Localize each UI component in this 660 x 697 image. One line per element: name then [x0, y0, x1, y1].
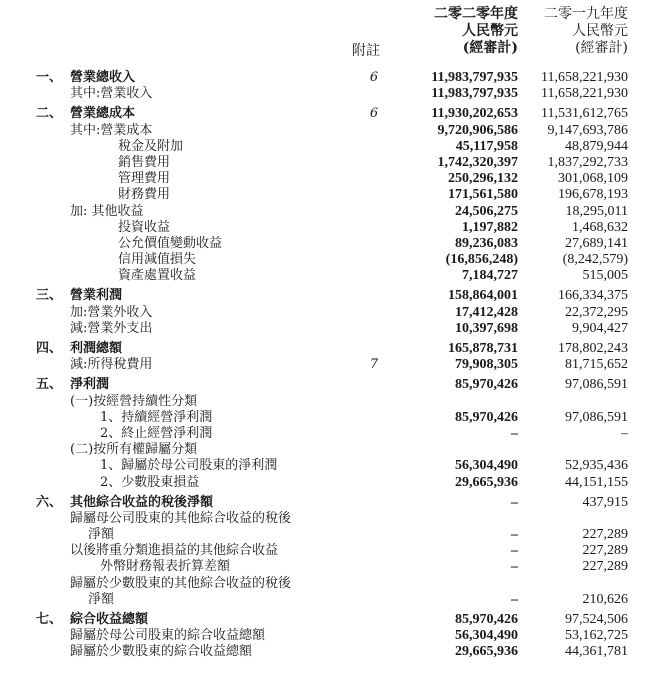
current-year-value: 85,970,426	[455, 409, 518, 425]
row-label: 銷售費用	[118, 154, 171, 170]
note-column-header: 附註	[352, 43, 380, 59]
row-label: 財務費用	[118, 187, 171, 203]
row-label: (一)按經營持續性分類	[70, 393, 198, 409]
current-year-value: 56,304,490	[455, 458, 518, 474]
previous-year-value: 48,879,944	[565, 138, 628, 154]
current-year-value: –	[511, 527, 518, 543]
current-year-value: –	[511, 543, 518, 559]
previous-year-value: 81,715,652	[565, 357, 628, 373]
row-label: 利潤總額	[70, 341, 123, 356]
row-label: 資產處置收益	[118, 268, 197, 284]
row-label: 2、少數股東損益	[100, 474, 200, 490]
previous-year-value: 227,289	[582, 559, 628, 575]
table-row	[0, 592, 660, 608]
previous-year-value: 18,295,011	[565, 203, 628, 219]
previous-year-value: 515,005	[582, 268, 628, 284]
table-row	[0, 559, 660, 575]
previous-year-value: 97,086,591	[565, 409, 628, 425]
current-year-value: 1,742,320,397	[437, 154, 518, 170]
table-row	[0, 511, 660, 527]
row-label: 稅金及附加	[118, 138, 184, 154]
row-label: 加: 其他收益	[70, 203, 144, 219]
previous-year-value: –	[621, 425, 628, 441]
current-year-value: –	[511, 425, 518, 441]
row-label: 淨額	[88, 591, 115, 607]
table-row	[0, 410, 660, 426]
note-ref: 6	[369, 70, 379, 85]
row-label: 歸屬於母公司股東的綜合收益總額	[70, 628, 266, 644]
row-label: 淨額	[88, 527, 115, 543]
row-label: 歸屬母公司股東的其他綜合收益的稅後	[70, 510, 292, 526]
current-year-value: 24,506,275	[455, 203, 518, 219]
previous-year-value: 1,468,632	[572, 219, 628, 235]
table-row	[0, 341, 660, 357]
table-row	[0, 220, 660, 236]
table-row	[0, 612, 660, 628]
row-label: 其中:營業成本	[70, 122, 153, 138]
table-row	[0, 155, 660, 171]
section-number: 四、	[36, 341, 63, 356]
previous-year-value: 22,372,295	[565, 304, 628, 320]
table-row	[0, 86, 660, 102]
table-row	[0, 458, 660, 474]
income-statement-table	[0, 70, 660, 661]
row-label: 以後將重分類進損益的其他綜合收益	[70, 543, 279, 559]
previous-year-value: 227,289	[582, 543, 628, 559]
previous-year-value: 53,162,725	[565, 628, 628, 644]
table-row	[0, 377, 660, 393]
previous-audit-label: (經審計)	[575, 40, 628, 56]
current-year-value: 7,184,727	[462, 268, 518, 284]
row-label: 投資收益	[118, 219, 171, 235]
previous-year-header	[544, 6, 628, 57]
current-year-value: 165,878,731	[448, 341, 518, 356]
current-year-value: 10,397,698	[455, 320, 518, 336]
row-label: 歸屬於少數股東的其他綜合收益的稅後	[70, 575, 292, 591]
current-year-value: 29,665,936	[455, 644, 518, 660]
table-row	[0, 187, 660, 203]
previous-year-value: 437,915	[582, 494, 628, 510]
table-row	[0, 123, 660, 139]
current-year-value: 11,983,797,935	[431, 86, 518, 102]
current-year-value: 79,908,305	[455, 357, 518, 373]
table-row	[0, 268, 660, 284]
current-year-value: 56,304,490	[455, 628, 518, 644]
row-label: 信用減值損失	[118, 252, 197, 268]
table-row	[0, 475, 660, 491]
previous-year-value: 1,837,292,733	[547, 154, 628, 170]
table-row	[0, 321, 660, 337]
previous-year-value: 97,086,591	[565, 377, 628, 393]
current-year-value: 45,117,958	[455, 138, 518, 154]
current-year-value: (16,856,248)	[445, 252, 518, 268]
current-year-value: 29,665,936	[455, 474, 518, 490]
previous-year-value: 196,678,193	[558, 187, 628, 203]
note-ref: 6	[369, 106, 379, 122]
current-year-value: –	[511, 591, 518, 607]
table-row	[0, 426, 660, 442]
section-number: 五、	[36, 377, 63, 393]
section-number: 二、	[36, 106, 63, 122]
table-row	[0, 576, 660, 592]
current-year-value: 89,236,083	[455, 235, 518, 251]
section-number: 七、	[36, 612, 63, 627]
table-row	[0, 236, 660, 252]
row-label: 營業總收入	[70, 70, 136, 85]
current-year-value: 1,197,882	[462, 219, 518, 235]
previous-year-value: (8,242,579)	[562, 252, 628, 268]
table-row	[0, 628, 660, 644]
previous-year-value: 178,802,243	[558, 341, 628, 356]
current-year-value: 171,561,580	[448, 187, 518, 203]
row-label: 營業總成本	[70, 106, 136, 122]
table-row	[0, 252, 660, 268]
section-number: 六、	[36, 494, 63, 510]
table-header	[0, 6, 660, 66]
previous-year-value: 301,068,109	[558, 171, 628, 187]
row-label: 淨利潤	[70, 377, 110, 393]
table-row	[0, 171, 660, 187]
current-year-value: 11,983,797,935	[431, 70, 518, 85]
current-year-value: 158,864,001	[448, 288, 518, 304]
table-row	[0, 527, 660, 543]
row-label: 公允價值變動收益	[118, 235, 223, 251]
table-row	[0, 394, 660, 410]
row-label: 2、終止經營淨利潤	[100, 425, 213, 441]
previous-year-value: 11,658,221,930	[541, 70, 628, 85]
previous-year-value: 9,147,693,786	[547, 122, 628, 138]
current-year-value: 250,296,132	[448, 171, 518, 187]
previous-currency-label: 人民幣元	[572, 23, 628, 39]
row-label: 營業利潤	[70, 288, 123, 304]
table-row	[0, 442, 660, 458]
table-row	[0, 305, 660, 321]
row-label: 減:所得稅費用	[70, 357, 153, 373]
row-label: 歸屬於少數股東的綜合收益總額	[70, 644, 253, 660]
table-row	[0, 357, 660, 373]
current-year-label: 二零二零年度	[434, 6, 518, 22]
table-row	[0, 70, 660, 86]
current-year-value: 17,412,428	[455, 304, 518, 320]
previous-year-value: 27,689,141	[565, 235, 628, 251]
previous-year-value: 11,658,221,930	[541, 86, 628, 102]
previous-year-value: 210,626	[582, 591, 628, 607]
row-label: (二)按所有權歸屬分類	[70, 442, 198, 458]
table-row	[0, 204, 660, 220]
row-label: 綜合收益總額	[70, 612, 149, 627]
table-row	[0, 543, 660, 559]
previous-year-value: 44,151,155	[565, 474, 628, 490]
table-row	[0, 644, 660, 660]
previous-year-value: 52,935,436	[565, 458, 628, 474]
current-year-value: 11,930,202,653	[431, 106, 518, 122]
section-number: 三、	[36, 288, 63, 304]
table-row	[0, 288, 660, 304]
row-label: 其他綜合收益的稅後淨額	[70, 494, 214, 510]
note-ref: 7	[369, 357, 379, 373]
table-row	[0, 495, 660, 511]
previous-year-value: 44,361,781	[565, 644, 628, 660]
current-year-value: 85,970,426	[455, 377, 518, 393]
current-year-value: 9,720,906,586	[437, 122, 518, 138]
section-number: 一、	[36, 70, 63, 85]
row-label: 1、持續經營淨利潤	[100, 409, 213, 425]
current-year-value: –	[511, 559, 518, 575]
current-year-value: 85,970,426	[455, 612, 518, 627]
previous-year-value: 11,531,612,765	[541, 106, 628, 122]
table-row	[0, 106, 660, 122]
current-year-value: –	[511, 494, 518, 510]
current-year-header	[434, 6, 518, 57]
row-label: 減:營業外支出	[70, 320, 153, 336]
current-audit-label: (經審計)	[462, 40, 518, 56]
previous-year-value: 97,524,506	[565, 612, 628, 627]
previous-year-label: 二零一九年度	[544, 6, 628, 22]
current-currency-label: 人民幣元	[462, 23, 518, 39]
previous-year-value: 166,334,375	[558, 288, 628, 304]
row-label: 其中:營業收入	[70, 86, 153, 102]
previous-year-value: 9,904,427	[572, 320, 628, 336]
row-label: 外幣財務報表折算差額	[100, 559, 231, 575]
table-row	[0, 139, 660, 155]
row-label: 1、歸屬於母公司股東的淨利潤	[100, 458, 278, 474]
row-label: 管理費用	[118, 171, 171, 187]
row-label: 加:營業外收入	[70, 304, 153, 320]
previous-year-value: 227,289	[582, 527, 628, 543]
